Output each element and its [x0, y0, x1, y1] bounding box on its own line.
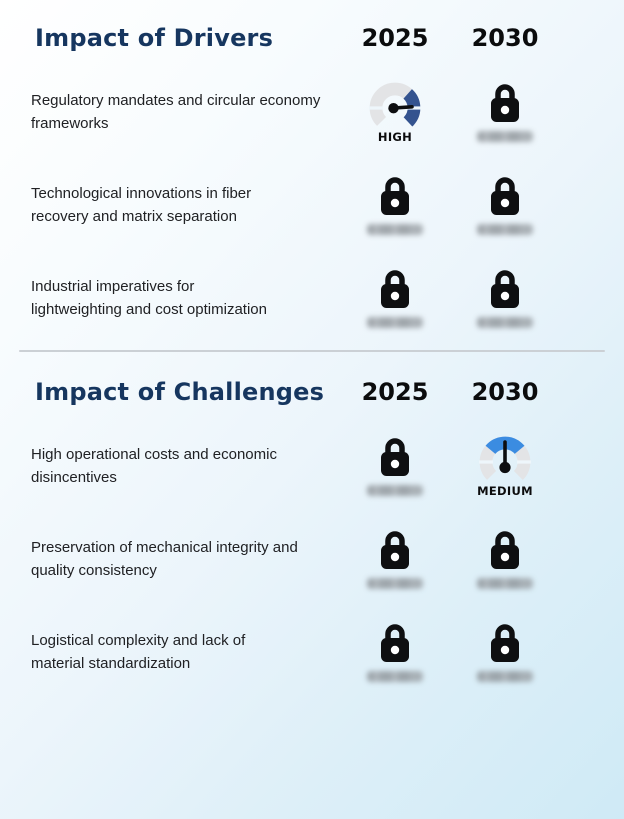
challenges-section-header	[0, 378, 624, 407]
lock-icon	[376, 622, 414, 664]
drivers-section-header	[0, 24, 624, 53]
impact-cell-2025-locked[interactable]	[345, 175, 445, 235]
row-label: Preservation of mechanical integrity and quality consistency	[31, 538, 298, 579]
lock-icon	[486, 175, 524, 217]
table-row	[0, 512, 624, 605]
table-row	[0, 65, 624, 158]
locked-value	[477, 622, 533, 682]
blurred-value	[367, 224, 423, 235]
gauge-level-label: HIGH	[377, 129, 413, 144]
locked-value	[367, 436, 423, 496]
impact-cell-2030-locked[interactable]	[445, 529, 565, 589]
impact-cell-2030-locked[interactable]	[445, 175, 565, 235]
drivers-year-column-2030: 2030	[471, 24, 539, 52]
impact-cell-2030	[445, 434, 565, 498]
impact-cell-2030-locked[interactable]	[445, 622, 565, 682]
locked-value	[367, 622, 423, 682]
lock-icon	[486, 82, 524, 124]
row-label: High operational costs and economic disincentives	[31, 445, 277, 486]
gauge-level-label: MEDIUM	[477, 483, 533, 498]
impact-cell-2025-locked[interactable]	[345, 622, 445, 682]
challenges-rows	[0, 419, 624, 698]
lock-icon	[486, 268, 524, 310]
gauge-high-icon	[367, 80, 423, 134]
impact-cell-2030-locked[interactable]	[445, 82, 565, 142]
drivers-year-column-2025: 2025	[361, 24, 429, 52]
table-row	[0, 158, 624, 251]
blurred-value	[477, 671, 533, 682]
blurred-value	[477, 131, 533, 142]
impact-cell-2025-locked[interactable]	[345, 268, 445, 328]
row-label: Logistical complexity and lack of material standardization	[31, 631, 246, 672]
blurred-value	[477, 224, 533, 235]
blurred-value	[477, 578, 533, 589]
drivers-section-title: Impact of Drivers	[35, 24, 274, 52]
locked-value	[477, 175, 533, 235]
blurred-value	[367, 671, 423, 682]
row-label: Regulatory mandates and circular economy frameworks	[31, 91, 321, 132]
challenges-section-title: Impact of Challenges	[35, 378, 325, 406]
challenges-year-column-2030: 2030	[471, 378, 539, 406]
lock-icon	[376, 529, 414, 571]
locked-value	[477, 268, 533, 328]
blurred-value	[477, 317, 533, 328]
lock-icon	[486, 622, 524, 664]
gauge-medium-icon	[477, 434, 533, 488]
impact-cell-2025-locked[interactable]	[345, 529, 445, 589]
lock-icon	[486, 529, 524, 571]
impact-cell-2025-locked[interactable]	[345, 436, 445, 496]
blurred-value	[367, 485, 423, 496]
locked-value	[367, 268, 423, 328]
lock-icon	[376, 268, 414, 310]
locked-value	[367, 175, 423, 235]
section-divider	[19, 350, 605, 352]
blurred-value	[367, 317, 423, 328]
lock-icon	[376, 436, 414, 478]
locked-value	[367, 529, 423, 589]
row-label: Industrial imperatives for lightweighting and cost optimization	[31, 277, 267, 318]
challenges-year-column-2025: 2025	[361, 378, 429, 406]
row-label: Technological innovations in fiber recovery and matrix separation	[31, 184, 252, 225]
drivers-rows	[0, 65, 624, 344]
table-row	[0, 605, 624, 698]
impact-cell-2025	[345, 80, 445, 144]
report-impact-page	[0, 24, 624, 819]
impact-cell-2030-locked[interactable]	[445, 268, 565, 328]
table-row	[0, 419, 624, 512]
blurred-value	[367, 578, 423, 589]
locked-value	[477, 529, 533, 589]
table-row	[0, 251, 624, 344]
locked-value	[477, 82, 533, 142]
lock-icon	[376, 175, 414, 217]
